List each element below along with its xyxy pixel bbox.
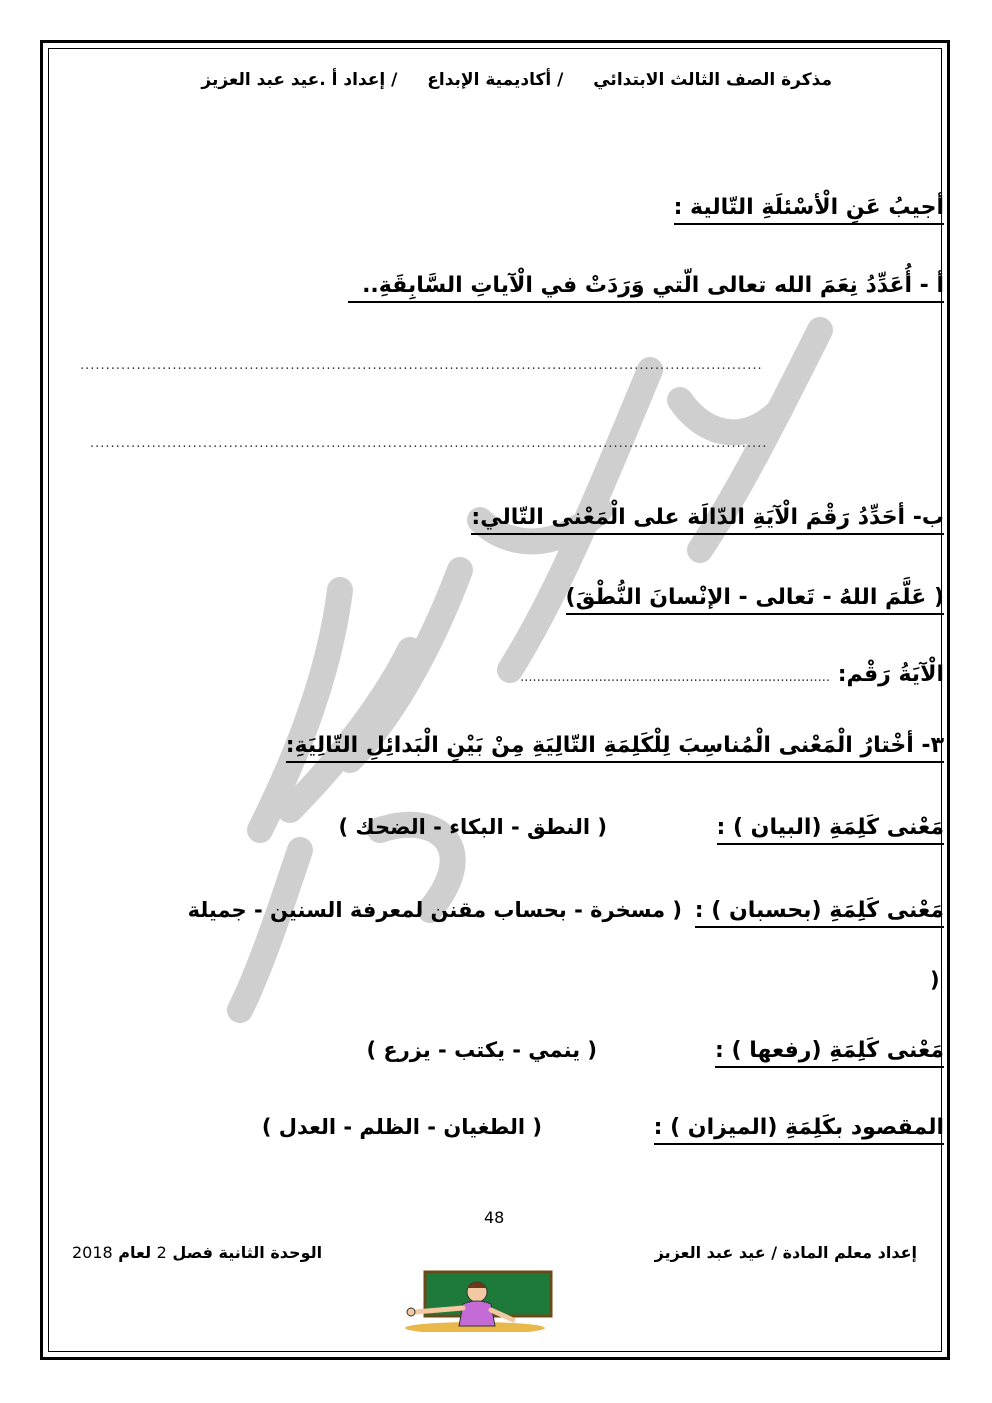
- question-a-text: أ - أُعَدِّدُ نِعَمَ الله تعالى الّتي وَرَدَتْ في الْآياتِ السَّابِقَةِ..: [348, 273, 944, 303]
- footer-author: إعداد معلم المادة / عيد عبد العزيز: [654, 1243, 917, 1262]
- word-row-4-options: ( الطغيان - الظلم - العدل ): [261, 1115, 542, 1139]
- question-b-text: ب- أحَدِّدُ رَقْمَ الْآيَةِ الدّالَة على الْمَعْنى التّالي:: [471, 505, 944, 535]
- footer-unit: [72, 1243, 322, 1262]
- teacher-clipart: [395, 1270, 555, 1332]
- instruction-heading: [674, 195, 944, 220]
- question-3: [286, 733, 944, 758]
- word-row-1-options: ( النطق - البكاء - الضحك ): [338, 815, 607, 839]
- verse-number-label: الْآيَةُ رَقْم:: [837, 662, 944, 687]
- verse-number-dots: ...........................................................................: [520, 670, 831, 685]
- word-row-1-label: مَعْنى كَلِمَةِ (البيان ) :: [717, 815, 945, 845]
- answer-dots-1: .....................................................................................................................................: [80, 358, 763, 373]
- question-a: [348, 273, 944, 298]
- instruction-text: أجيبُ عَنِ الْأسْئلَةِ التّالية :: [674, 195, 944, 225]
- header-academy: / أكاديمية الإبداع: [427, 70, 564, 90]
- answer-dots-2: ....................................................................................................................................: [90, 436, 768, 451]
- page-border-inner: [48, 48, 942, 1352]
- page-header: [177, 70, 832, 90]
- word-row-3: [715, 1038, 944, 1063]
- header-author: / إعداد أ .عيد عبد العزيز: [201, 70, 398, 90]
- meaning-text: ( عَلَّمَ اللهُ - تَعالى - الإنْسانَ النُّطْقَ): [566, 585, 944, 615]
- word-row-4: [654, 1115, 944, 1140]
- footer-term-number: 2: [156, 1243, 167, 1262]
- word-row-2: [695, 898, 944, 923]
- meaning-line: [566, 585, 944, 610]
- word-row-3-options: ( ينمي - يكتب - يزرع ): [366, 1038, 597, 1062]
- footer-unit-label: الوحدة الثانية فصل: [172, 1243, 323, 1262]
- question-b: [471, 505, 944, 530]
- word-row-3-label: مَعْنى كَلِمَةِ (رفعها ) :: [715, 1038, 944, 1068]
- question-3-text: ٣- أخْتارُ الْمَعْنى الْمُناسِبَ لِلْكَلِمَةِ التّالِيَةِ مِنْ بَيْنِ الْبَدائِلِ التّالِيَةِ:: [286, 733, 944, 763]
- word-row-2-options: ( مسخرة - بحساب مقنن لمعرفة السنين - جميلة: [187, 898, 682, 922]
- footer-year: 2018: [72, 1243, 113, 1262]
- header-class: مذكرة الصف الثالث الابتدائي: [593, 70, 832, 90]
- verse-number-line: [520, 662, 944, 687]
- word-row-2-wrap: ): [930, 968, 940, 992]
- word-row-2-label: مَعْنى كَلِمَةِ (بحسبان ) :: [695, 898, 944, 928]
- word-row-1: [717, 815, 945, 840]
- page-number: 48: [484, 1208, 505, 1227]
- word-row-4-label: المقصود بكَلِمَةِ (الميزان ) :: [654, 1115, 944, 1145]
- footer-year-label: لعام: [118, 1243, 152, 1262]
